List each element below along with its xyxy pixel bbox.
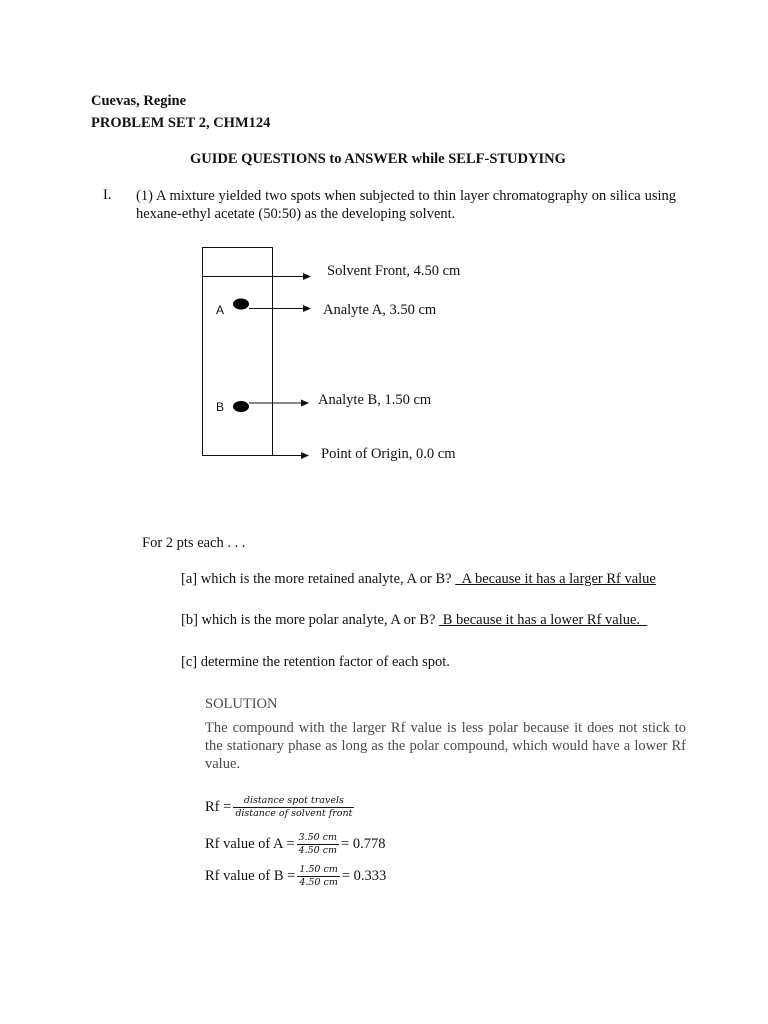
rf-a-prefix: Rf value of A = — [205, 835, 295, 852]
spot-b — [233, 401, 249, 412]
part-b-question: [b] which is the more polar analyte, A or B? — [181, 612, 436, 628]
guide-title: GUIDE QUESTIONS to ANSWER while SELF-STUDYING — [190, 151, 566, 167]
part-a-row — [181, 571, 656, 588]
rf-a-fraction — [297, 832, 340, 857]
spot-a-label: A — [216, 303, 225, 317]
part-b-row — [181, 612, 647, 629]
rf-formula-fraction — [233, 795, 354, 820]
solvent-front-label: Solvent Front, 4.50 cm — [327, 263, 461, 279]
rf-formula — [205, 795, 356, 820]
rf-formula-denominator: distance of solvent front — [235, 807, 353, 819]
student-name: Cuevas, Regine — [91, 93, 187, 109]
solution-heading: SOLUTION — [205, 696, 278, 712]
part-b-answer: B because it has a lower Rf value. — [439, 612, 648, 628]
part-a-answer: A because it has a larger Rf value — [455, 571, 656, 587]
analyte-b-label: Analyte B, 1.50 cm — [318, 392, 432, 408]
rf-a-numerator: 3.50 cm — [298, 832, 338, 843]
rf-b-numerator: 1.50 cm — [299, 864, 338, 875]
rf-a-result: = 0.778 — [341, 835, 386, 852]
problem-set-title: PROBLEM SET 2, CHM124 — [91, 115, 271, 131]
question-text: (1) A mixture yielded two spots when subjected to thin layer chromatography on silica using hexane-ethyl acetate (50:50) as the developing solvent. — [136, 188, 676, 222]
points-note: For 2 pts each . . . — [142, 535, 246, 551]
part-c-question: [c] determine the retention factor of each spot. — [181, 654, 450, 670]
rf-a-equation — [205, 832, 385, 857]
question-numeral: I. — [103, 187, 112, 203]
spot-b-label: B — [216, 400, 225, 414]
origin-label: Point of Origin, 0.0 cm — [321, 446, 456, 462]
rf-b-fraction — [297, 864, 340, 889]
rf-b-result: = 0.333 — [341, 867, 387, 884]
analyte-a-label: Analyte A, 3.50 cm — [323, 302, 437, 318]
solution-explanation: The compound with the larger Rf value is less polar because it does not stick to the stationary phase as long as the polar compound, which would have a lower Rf value. — [205, 720, 686, 772]
tlc-plate — [203, 248, 273, 456]
rf-formula-numerator: distance spot travels — [233, 795, 354, 808]
spot-a — [233, 299, 249, 310]
rf-formula-prefix: Rf = — [205, 798, 232, 815]
rf-b-prefix: Rf value of B = — [205, 867, 296, 884]
rf-b-denominator: 4.50 cm — [299, 876, 338, 888]
rf-b-equation — [205, 864, 386, 889]
rf-a-denominator: 4.50 cm — [298, 844, 338, 856]
part-a-question: [a] which is the more retained analyte, A or B? — [181, 571, 452, 587]
